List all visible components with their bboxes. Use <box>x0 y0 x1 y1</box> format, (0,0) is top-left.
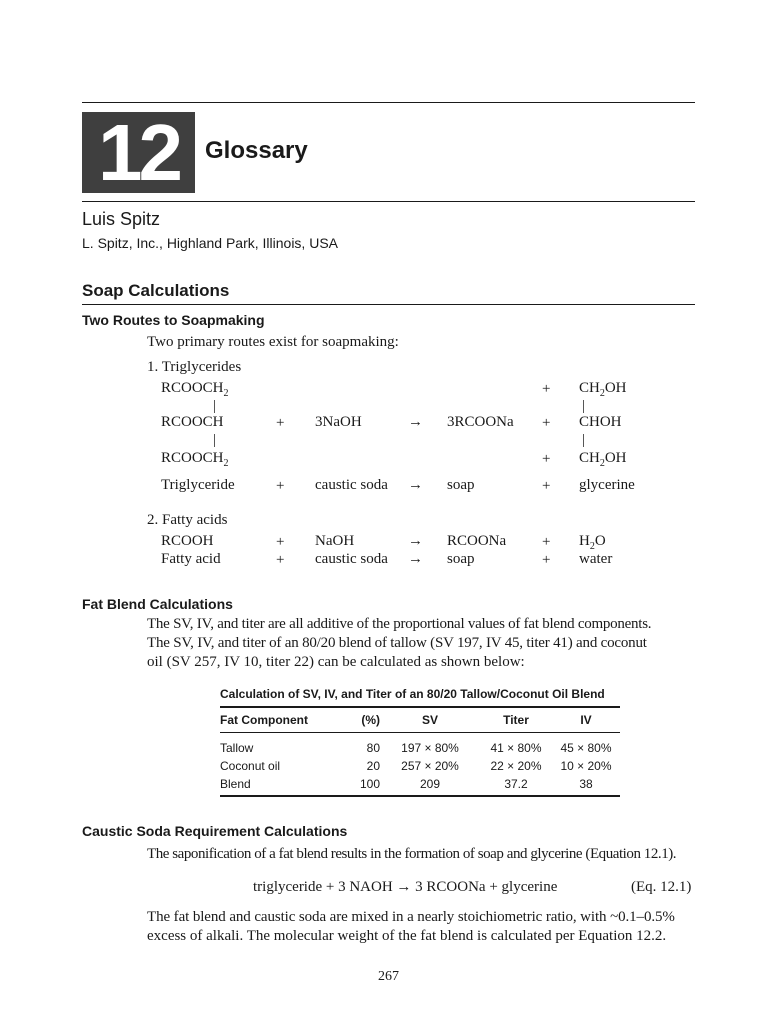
cell-iv: 10 × 20% <box>560 759 612 773</box>
caustic-equation: triglyceride + 3 NAOH → 3 RCOONa + glycerine <box>253 879 558 895</box>
cell-titer: 41 × 80% <box>490 741 542 755</box>
subsection-fat-blend: Fat Blend Calculations <box>82 596 233 612</box>
route1-arrow: → <box>408 414 423 430</box>
section-rule <box>82 304 695 305</box>
header-titer: Titer <box>480 708 552 733</box>
two-routes-intro: Two primary routes exist for soapmaking: <box>147 334 399 350</box>
route1-word-glycerine: glycerine <box>579 477 635 493</box>
cell-percent: 100 <box>322 775 380 796</box>
caustic-line-1: The saponification of a fat blend results in the formation of soap and glycerine (Equation 12.1). <box>147 846 677 862</box>
route2-rcoona: RCOONa <box>447 533 507 549</box>
route1-word-plus-1: + <box>276 478 285 494</box>
fat-blend-line-3: oil (SV 257, IV 10, titer 22) can be calculated as shown below: <box>147 654 525 670</box>
route2-word-plus-2: + <box>542 552 551 568</box>
table-row <box>220 733 620 758</box>
route1-rcooch-mid: RCOOCH <box>161 414 224 430</box>
route1-plus-top: + <box>542 381 551 397</box>
section-title: Soap Calculations <box>82 281 230 300</box>
header-iv: IV <box>552 708 620 733</box>
route2-label: 2. Fatty acids <box>147 512 228 528</box>
chapter-number-box: 12 <box>82 112 195 193</box>
caustic-equation-label: (Eq. 12.1) <box>631 879 692 895</box>
fat-blend-line-2: The SV, IV, and titer of an 80/20 blend of tallow (SV 197, IV 45, titer 41) and coconut <box>147 635 647 651</box>
chapter-rule <box>82 201 695 202</box>
cell-sv: 197 × 80% <box>401 741 459 755</box>
route1-naoh: 3NaOH <box>315 414 362 430</box>
route1-plus-bottom: + <box>542 451 551 467</box>
route1-word-caustic: caustic soda <box>315 477 388 493</box>
route1-word-soap: soap <box>447 477 475 493</box>
subsection-caustic: Caustic Soda Requirement Calculations <box>82 823 348 839</box>
cell-component: Tallow <box>220 741 254 755</box>
route1-word-plus-2: + <box>542 478 551 494</box>
route1-bond-right-1: | <box>582 398 586 414</box>
route1-bond-right-2: | <box>582 432 586 448</box>
caustic-line-2: The fat blend and caustic soda are mixed in a nearly stoichiometric ratio, with ~0.1–0.5% <box>147 909 675 925</box>
header-sv: SV <box>380 708 480 733</box>
route1-rcooch2-top: $RCOOCH_2$ <box>161 380 229 399</box>
fat-blend-line-1: The SV, IV, and titer are all additive of the proportional values of fat blend components. <box>147 616 652 632</box>
route1-label: 1. Triglycerides <box>147 359 242 375</box>
route2-arrow: → <box>408 533 423 549</box>
table-row <box>220 775 620 796</box>
route1-plus-mid-1: + <box>276 415 285 431</box>
header-percent: (%) <box>322 708 380 733</box>
header-fat-component: Fat Component <box>220 708 322 733</box>
route2-plus-1: + <box>276 534 285 550</box>
route1-word-arrow: → <box>408 477 423 493</box>
route2-word-caustic: caustic soda <box>315 551 388 567</box>
route1-ch2oh-bottom: $CH_2OH$ <box>579 450 627 469</box>
blend-table <box>220 708 620 797</box>
author-affiliation: L. Spitz, Inc., Highland Park, Illinois, USA <box>82 235 338 251</box>
route1-choh: CHOH <box>579 414 622 430</box>
route2-word-fatty: Fatty acid <box>161 551 221 567</box>
author-name: Luis Spitz <box>82 209 161 229</box>
cell-component: Coconut oil <box>220 759 281 773</box>
cell-titer: 37.2 <box>480 775 552 796</box>
route1-bond-left-1: | <box>213 398 217 414</box>
page-number: 267 <box>378 969 399 984</box>
cell-percent: 20 <box>366 759 380 773</box>
table-header-row <box>220 708 620 733</box>
cell-titer: 22 × 20% <box>490 759 542 773</box>
cell-iv: 38 <box>552 775 620 796</box>
route2-rcooh: RCOOH <box>161 533 214 549</box>
route1-plus-mid-2: + <box>542 415 551 431</box>
cell-sv: 257 × 20% <box>401 759 459 773</box>
top-rule <box>82 102 695 103</box>
route1-rcooch2-bottom: $RCOOCH_2$ <box>161 450 229 469</box>
table-row <box>220 757 620 775</box>
cell-component: Blend <box>220 775 322 796</box>
route1-ch2oh-top: $CH_2OH$ <box>579 380 627 399</box>
cell-sv: 209 <box>380 775 480 796</box>
subsection-two-routes: Two Routes to Soapmaking <box>82 312 265 328</box>
route2-word-water: water <box>579 551 613 567</box>
table-caption: Calculation of SV, IV, and Titer of an 80/20 Tallow/Coconut Oil Blend <box>220 687 605 701</box>
caustic-line-3: excess of alkali. The molecular weight of the fat blend is calculated per Equation 12.2. <box>147 928 667 944</box>
route2-word-arrow: → <box>408 551 423 567</box>
route2-naoh: NaOH <box>315 533 355 549</box>
route2-word-soap: soap <box>447 551 475 567</box>
route2-plus-2: + <box>542 534 551 550</box>
route1-rcoona: 3RCOONa <box>447 414 514 430</box>
route1-bond-left-2: | <box>213 432 217 448</box>
route2-h2o: $H_2O$ <box>579 533 606 552</box>
chapter-title: Glossary <box>205 137 308 164</box>
cell-iv: 45 × 80% <box>560 741 612 755</box>
route2-word-plus-1: + <box>276 552 285 568</box>
route1-word-triglyceride: Triglyceride <box>161 477 235 493</box>
cell-percent: 80 <box>366 741 380 755</box>
